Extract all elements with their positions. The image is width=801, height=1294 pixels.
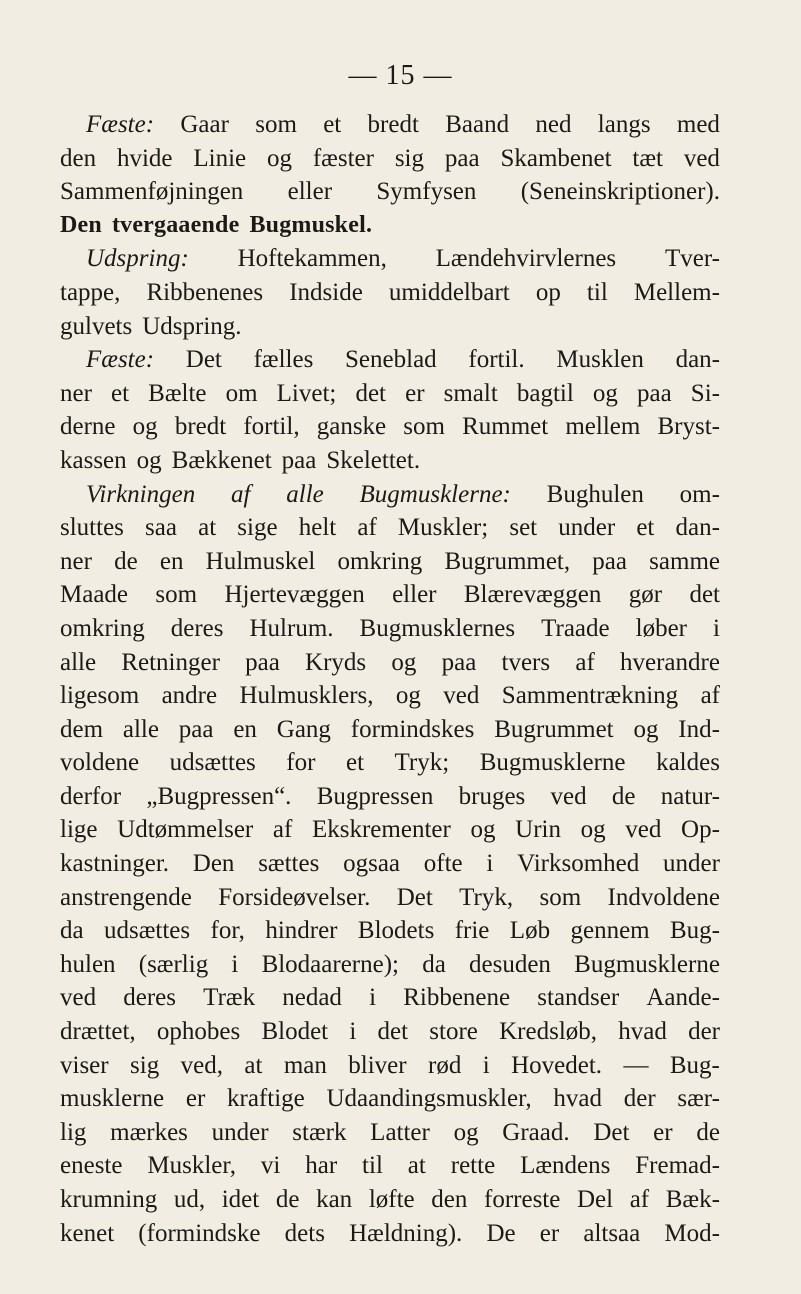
word: og: [391, 648, 417, 676]
word: Bug-: [669, 1051, 720, 1079]
word: under: [211, 1118, 269, 1146]
word: at: [244, 1051, 263, 1079]
word: ganske: [316, 413, 387, 441]
word: ved: [550, 782, 587, 810]
word: af: [629, 1186, 650, 1213]
word: Det: [185, 346, 222, 374]
word: store: [429, 1018, 478, 1046]
word: Graad.: [502, 1118, 570, 1146]
word: sættes: [258, 850, 320, 878]
word: ligesom: [60, 682, 140, 710]
word: vi: [260, 1152, 281, 1180]
word: ved: [625, 816, 662, 844]
word: fortil.: [468, 346, 525, 374]
text-line: [60, 948, 720, 982]
word: Maade: [60, 581, 129, 609]
word: forreste: [484, 1186, 561, 1213]
word: man: [283, 1051, 327, 1079]
word: og: [453, 1118, 479, 1146]
word: desuden: [469, 950, 551, 978]
word: Urin: [515, 816, 561, 844]
word: af: [357, 514, 377, 542]
text-line: [60, 511, 720, 545]
word: Bug-: [670, 917, 720, 945]
word: den: [60, 144, 97, 172]
word: Bugmusklerne:: [359, 480, 511, 508]
word: paa: [245, 648, 280, 676]
text-line: [60, 981, 720, 1015]
word: til: [362, 1152, 383, 1180]
word: i: [713, 614, 720, 642]
word: stærk: [292, 1118, 347, 1146]
word: ofte: [423, 850, 463, 878]
word: op: [535, 278, 561, 306]
word: Traade: [541, 614, 610, 642]
text-line: [60, 444, 720, 478]
word: af: [700, 682, 720, 710]
text-line: [60, 175, 720, 209]
word: Sammenføjningen: [60, 178, 244, 206]
word: og: [592, 379, 618, 407]
word: ved: [443, 682, 480, 710]
word: hverandre: [619, 648, 720, 676]
word: ud,: [173, 1186, 206, 1213]
word: hvad: [553, 1085, 602, 1113]
word: kraftige: [227, 1085, 305, 1113]
word: hulen: [60, 950, 116, 978]
text-line: [60, 1149, 720, 1183]
word: har: [305, 1152, 338, 1180]
word: derne: [60, 413, 116, 441]
word: drættet,: [60, 1018, 136, 1046]
word: Blodaarerne);: [261, 950, 399, 978]
word: og: [132, 413, 158, 441]
word: det: [377, 1018, 409, 1046]
word: det: [689, 581, 720, 609]
word: paa: [637, 379, 672, 407]
text-line: [60, 746, 720, 780]
word: er: [539, 1219, 560, 1247]
word: Bugmuskel.: [249, 211, 373, 238]
word: gulvets: [60, 312, 133, 340]
word: som: [539, 883, 582, 911]
word: Fæste:: [86, 111, 155, 138]
word: Blodet: [261, 1018, 329, 1046]
word: i: [486, 850, 494, 878]
word: bredt: [367, 111, 419, 138]
word: paa: [592, 547, 627, 575]
word: og: [267, 144, 292, 172]
word: i: [231, 950, 239, 978]
word: under: [558, 514, 616, 542]
word: Bækkenet: [171, 446, 272, 474]
word: natur-: [660, 782, 720, 810]
word: ner: [60, 379, 92, 407]
word: under: [663, 850, 720, 878]
word: kassen: [60, 446, 127, 474]
word: bruges: [458, 782, 526, 810]
word: af: [575, 648, 595, 676]
word: dets: [284, 1219, 325, 1247]
text-line: [60, 343, 720, 377]
word: Indvoldene: [607, 883, 720, 911]
word: Bugmusklernes: [359, 614, 516, 642]
word: fæster: [312, 144, 374, 172]
word: er: [185, 1085, 206, 1113]
word: Bugrummet: [494, 715, 614, 743]
word: kastninger.: [60, 850, 170, 878]
word: Virksomhed: [517, 850, 640, 878]
word: helt: [298, 514, 337, 542]
word: Hoftekammen,: [237, 245, 387, 273]
word: alle: [122, 715, 159, 743]
word: sluttes: [60, 514, 124, 542]
word: rette: [450, 1152, 496, 1180]
word: en: [233, 715, 257, 743]
word: idet: [221, 1186, 260, 1213]
word: eneste: [60, 1152, 123, 1180]
word: Forsideøvelser.: [218, 883, 371, 911]
word: Bælte: [148, 379, 207, 407]
word: dan-: [675, 514, 720, 542]
word: andre: [161, 682, 218, 710]
word: en: [159, 547, 184, 575]
word: ophobes: [156, 1018, 241, 1046]
word: Blærevæggen: [463, 581, 602, 609]
word: som: [403, 413, 445, 441]
text-line: [60, 1116, 720, 1150]
word: ved: [60, 984, 97, 1012]
word: deres: [170, 614, 224, 642]
section-heading: [60, 209, 720, 243]
word: ner: [60, 547, 92, 575]
text-line: [60, 1049, 720, 1083]
word: at: [407, 1152, 426, 1180]
text-line: [60, 276, 720, 310]
word: kan: [316, 1186, 353, 1213]
text-line: [60, 1217, 720, 1251]
word: med: [676, 111, 720, 138]
word: Latter: [370, 1118, 430, 1146]
word: frie: [454, 917, 490, 945]
word: og: [633, 715, 659, 743]
word: Muskler,: [147, 1152, 236, 1180]
word: de: [114, 547, 138, 575]
word: Den: [60, 211, 102, 238]
word: Ribbenene: [403, 984, 511, 1012]
word: Livet;: [276, 379, 337, 407]
page-number: — 15 —: [348, 60, 453, 91]
word: der: [688, 1018, 720, 1046]
word: Tver-: [664, 245, 720, 273]
word: bliver: [348, 1051, 407, 1079]
word: Skambenet: [500, 144, 612, 172]
word: da: [422, 950, 446, 978]
word: ved: [683, 144, 720, 172]
word: anstrengende: [60, 883, 192, 911]
word: for,: [210, 917, 245, 945]
word: Tryk;: [394, 749, 450, 777]
word: Mod-: [664, 1219, 720, 1247]
word: og: [580, 816, 606, 844]
word: Ind-: [678, 715, 720, 743]
text-line: [60, 545, 720, 579]
word: gør: [628, 581, 663, 609]
word: Retninger: [121, 648, 220, 676]
word: for: [286, 749, 316, 777]
word: Fremad-: [635, 1152, 720, 1180]
text-line: [60, 310, 720, 344]
text-line: [60, 1082, 720, 1116]
word: rød: [428, 1051, 462, 1079]
word: Skelettet.: [326, 446, 421, 474]
word: Ekskrementer: [311, 816, 451, 844]
word: omkring: [60, 614, 145, 642]
word: og: [395, 682, 421, 710]
word: Virkningen: [86, 480, 196, 508]
word: om-: [679, 480, 720, 508]
word: dem: [60, 715, 104, 743]
word: altsaa: [583, 1219, 641, 1247]
word: Ribbenenes: [146, 278, 264, 306]
word: sær-: [677, 1085, 720, 1113]
word: Hjertevæggen: [224, 581, 365, 609]
text-line: [60, 612, 720, 646]
word: hindrer: [265, 917, 338, 945]
word: langs: [597, 111, 651, 138]
word: Muskler;: [397, 514, 489, 542]
word: Udaandingsmuskler,: [326, 1085, 532, 1113]
word: Udtømmelser: [117, 816, 254, 844]
word: ned: [535, 111, 572, 138]
text-line: [60, 478, 720, 512]
text-line: [60, 780, 720, 814]
word: (formindske: [138, 1219, 261, 1247]
word: Bughulen: [546, 480, 644, 508]
word: eller: [392, 581, 437, 609]
word: det: [355, 379, 386, 407]
word: Hulmusklers,: [239, 682, 374, 710]
word: mærkes: [110, 1118, 188, 1146]
word: Lændehvirvlernes: [435, 245, 617, 273]
body-text: [60, 108, 720, 1250]
word: Udspring.: [142, 312, 242, 340]
word: et: [111, 379, 130, 407]
word: i: [369, 984, 377, 1012]
word: den: [431, 1186, 468, 1213]
word: som: [155, 581, 198, 609]
word: Den: [192, 850, 235, 878]
word: hvad: [618, 1018, 667, 1046]
word: og: [470, 816, 496, 844]
text-line: [60, 578, 720, 612]
word: et: [323, 111, 342, 138]
word: til: [586, 278, 608, 306]
word: derfor: [60, 782, 122, 810]
word: om: [225, 379, 258, 407]
word: paa: [178, 715, 214, 743]
word: Sammentrækning: [501, 682, 679, 710]
word: Aande-: [646, 984, 720, 1012]
text-line: [60, 713, 720, 747]
word: Bugrummet,: [444, 547, 571, 575]
word: (særlig: [138, 950, 209, 978]
word: de: [611, 782, 636, 810]
word: Bæk-: [665, 1186, 720, 1213]
text-line: [60, 1183, 720, 1217]
word: —: [623, 1051, 649, 1079]
word: er: [653, 1118, 673, 1146]
word: Gaar: [180, 111, 229, 138]
word: Bryst-: [657, 413, 720, 441]
word: et: [345, 749, 365, 777]
word: at: [198, 514, 217, 542]
word: krumning: [60, 1186, 158, 1213]
word: tæt: [632, 144, 663, 172]
word: Hældning).: [349, 1219, 463, 1247]
word: paa: [441, 648, 477, 676]
word: hvide: [116, 144, 173, 172]
word: Lændens: [520, 1152, 611, 1180]
word: sige: [237, 514, 278, 542]
word: lige: [60, 816, 98, 844]
word: der: [623, 1085, 656, 1113]
text-line: [60, 881, 720, 915]
word: løfte: [368, 1186, 415, 1213]
word: Udspring:: [86, 245, 189, 273]
word: Mellem-: [633, 278, 720, 306]
word: Bugpressen: [316, 782, 434, 810]
word: smalt: [443, 379, 498, 407]
word: dan-: [675, 346, 720, 374]
word: tvers: [501, 648, 551, 676]
word: Kryds: [305, 648, 367, 676]
word: udsættes: [104, 917, 191, 945]
text-line: [60, 108, 720, 142]
word: samme: [649, 547, 720, 575]
word: Si-: [690, 379, 720, 407]
word: kaldes: [656, 749, 720, 777]
word: voldene: [60, 749, 140, 777]
word: kenet: [60, 1219, 115, 1247]
word: Op-: [681, 816, 720, 844]
word: Det: [593, 1118, 630, 1146]
word: Løb: [509, 917, 551, 945]
word: Del: [576, 1186, 614, 1213]
word: tvergaaende: [111, 211, 240, 238]
word: sig: [130, 1051, 160, 1079]
word: saa: [145, 514, 177, 542]
word: fælles: [253, 346, 314, 374]
word: Symfysen: [376, 178, 477, 206]
word: Hulrum.: [249, 614, 334, 642]
word: De: [486, 1219, 516, 1247]
word: mellem: [565, 413, 641, 441]
word: da: [60, 917, 84, 945]
text-line: [60, 410, 720, 444]
text-line: [60, 646, 720, 680]
word: Bugmusklerne: [479, 749, 626, 777]
word: Gang: [276, 715, 331, 743]
word: i: [349, 1018, 357, 1046]
word: Det: [396, 883, 433, 911]
word: lig: [60, 1118, 87, 1146]
word: Hovedet.: [511, 1051, 603, 1079]
word: Indside: [289, 278, 363, 306]
word: og: [136, 446, 162, 474]
word: Rummet: [462, 413, 549, 441]
text-line: [60, 377, 720, 411]
word: gennem: [570, 917, 650, 945]
word: Musklen: [556, 346, 644, 374]
word: viser: [60, 1051, 109, 1079]
word: de: [696, 1118, 720, 1146]
word: paa: [281, 446, 317, 474]
word: set: [509, 514, 538, 542]
word: Baand: [445, 111, 510, 138]
text-line: [60, 242, 720, 276]
word: udsættes: [169, 749, 256, 777]
word: Bugmusklerne: [574, 950, 720, 978]
word: Kredsløb,: [499, 1018, 598, 1046]
word: Hulmuskel: [205, 547, 316, 575]
text-line: [60, 142, 720, 176]
word: Fæste:: [86, 346, 155, 374]
word: (Seneinskriptioner).: [520, 178, 720, 206]
word: standser: [537, 984, 620, 1012]
word: i: [482, 1051, 490, 1079]
word: som: [255, 111, 297, 138]
word: omkring: [337, 547, 423, 575]
word: ogsaa: [343, 850, 401, 878]
word: musklerne: [60, 1085, 165, 1113]
word: fortil,: [243, 413, 300, 441]
text-line: [60, 679, 720, 713]
word: „Bugpressen“.: [146, 782, 292, 810]
word: bagtil: [516, 379, 574, 407]
word: ved,: [180, 1051, 223, 1079]
word: Træk: [203, 984, 256, 1012]
word: Tryk,: [459, 883, 514, 911]
word: de: [275, 1186, 300, 1213]
word: et: [636, 514, 655, 542]
word: sig: [394, 144, 425, 172]
text-line: [60, 813, 720, 847]
word: alle: [286, 480, 324, 508]
word: Seneblad: [345, 346, 437, 374]
word: formindskes: [350, 715, 475, 743]
word: bredt: [174, 413, 227, 441]
text-line: [60, 914, 720, 948]
word: paa: [444, 144, 480, 172]
word: Blodets: [357, 917, 435, 945]
text-line: [60, 847, 720, 881]
word: eller: [287, 178, 333, 206]
word: af: [272, 816, 293, 844]
word: Linie: [193, 144, 247, 172]
word: umiddelbart: [388, 278, 510, 306]
word: løber: [635, 614, 688, 642]
word: af: [231, 480, 251, 508]
word: nedad: [282, 984, 342, 1012]
text-line: [60, 1015, 720, 1049]
word: deres: [123, 984, 177, 1012]
word: alle: [60, 648, 97, 676]
word: tappe,: [60, 278, 121, 306]
word: er: [405, 379, 425, 407]
